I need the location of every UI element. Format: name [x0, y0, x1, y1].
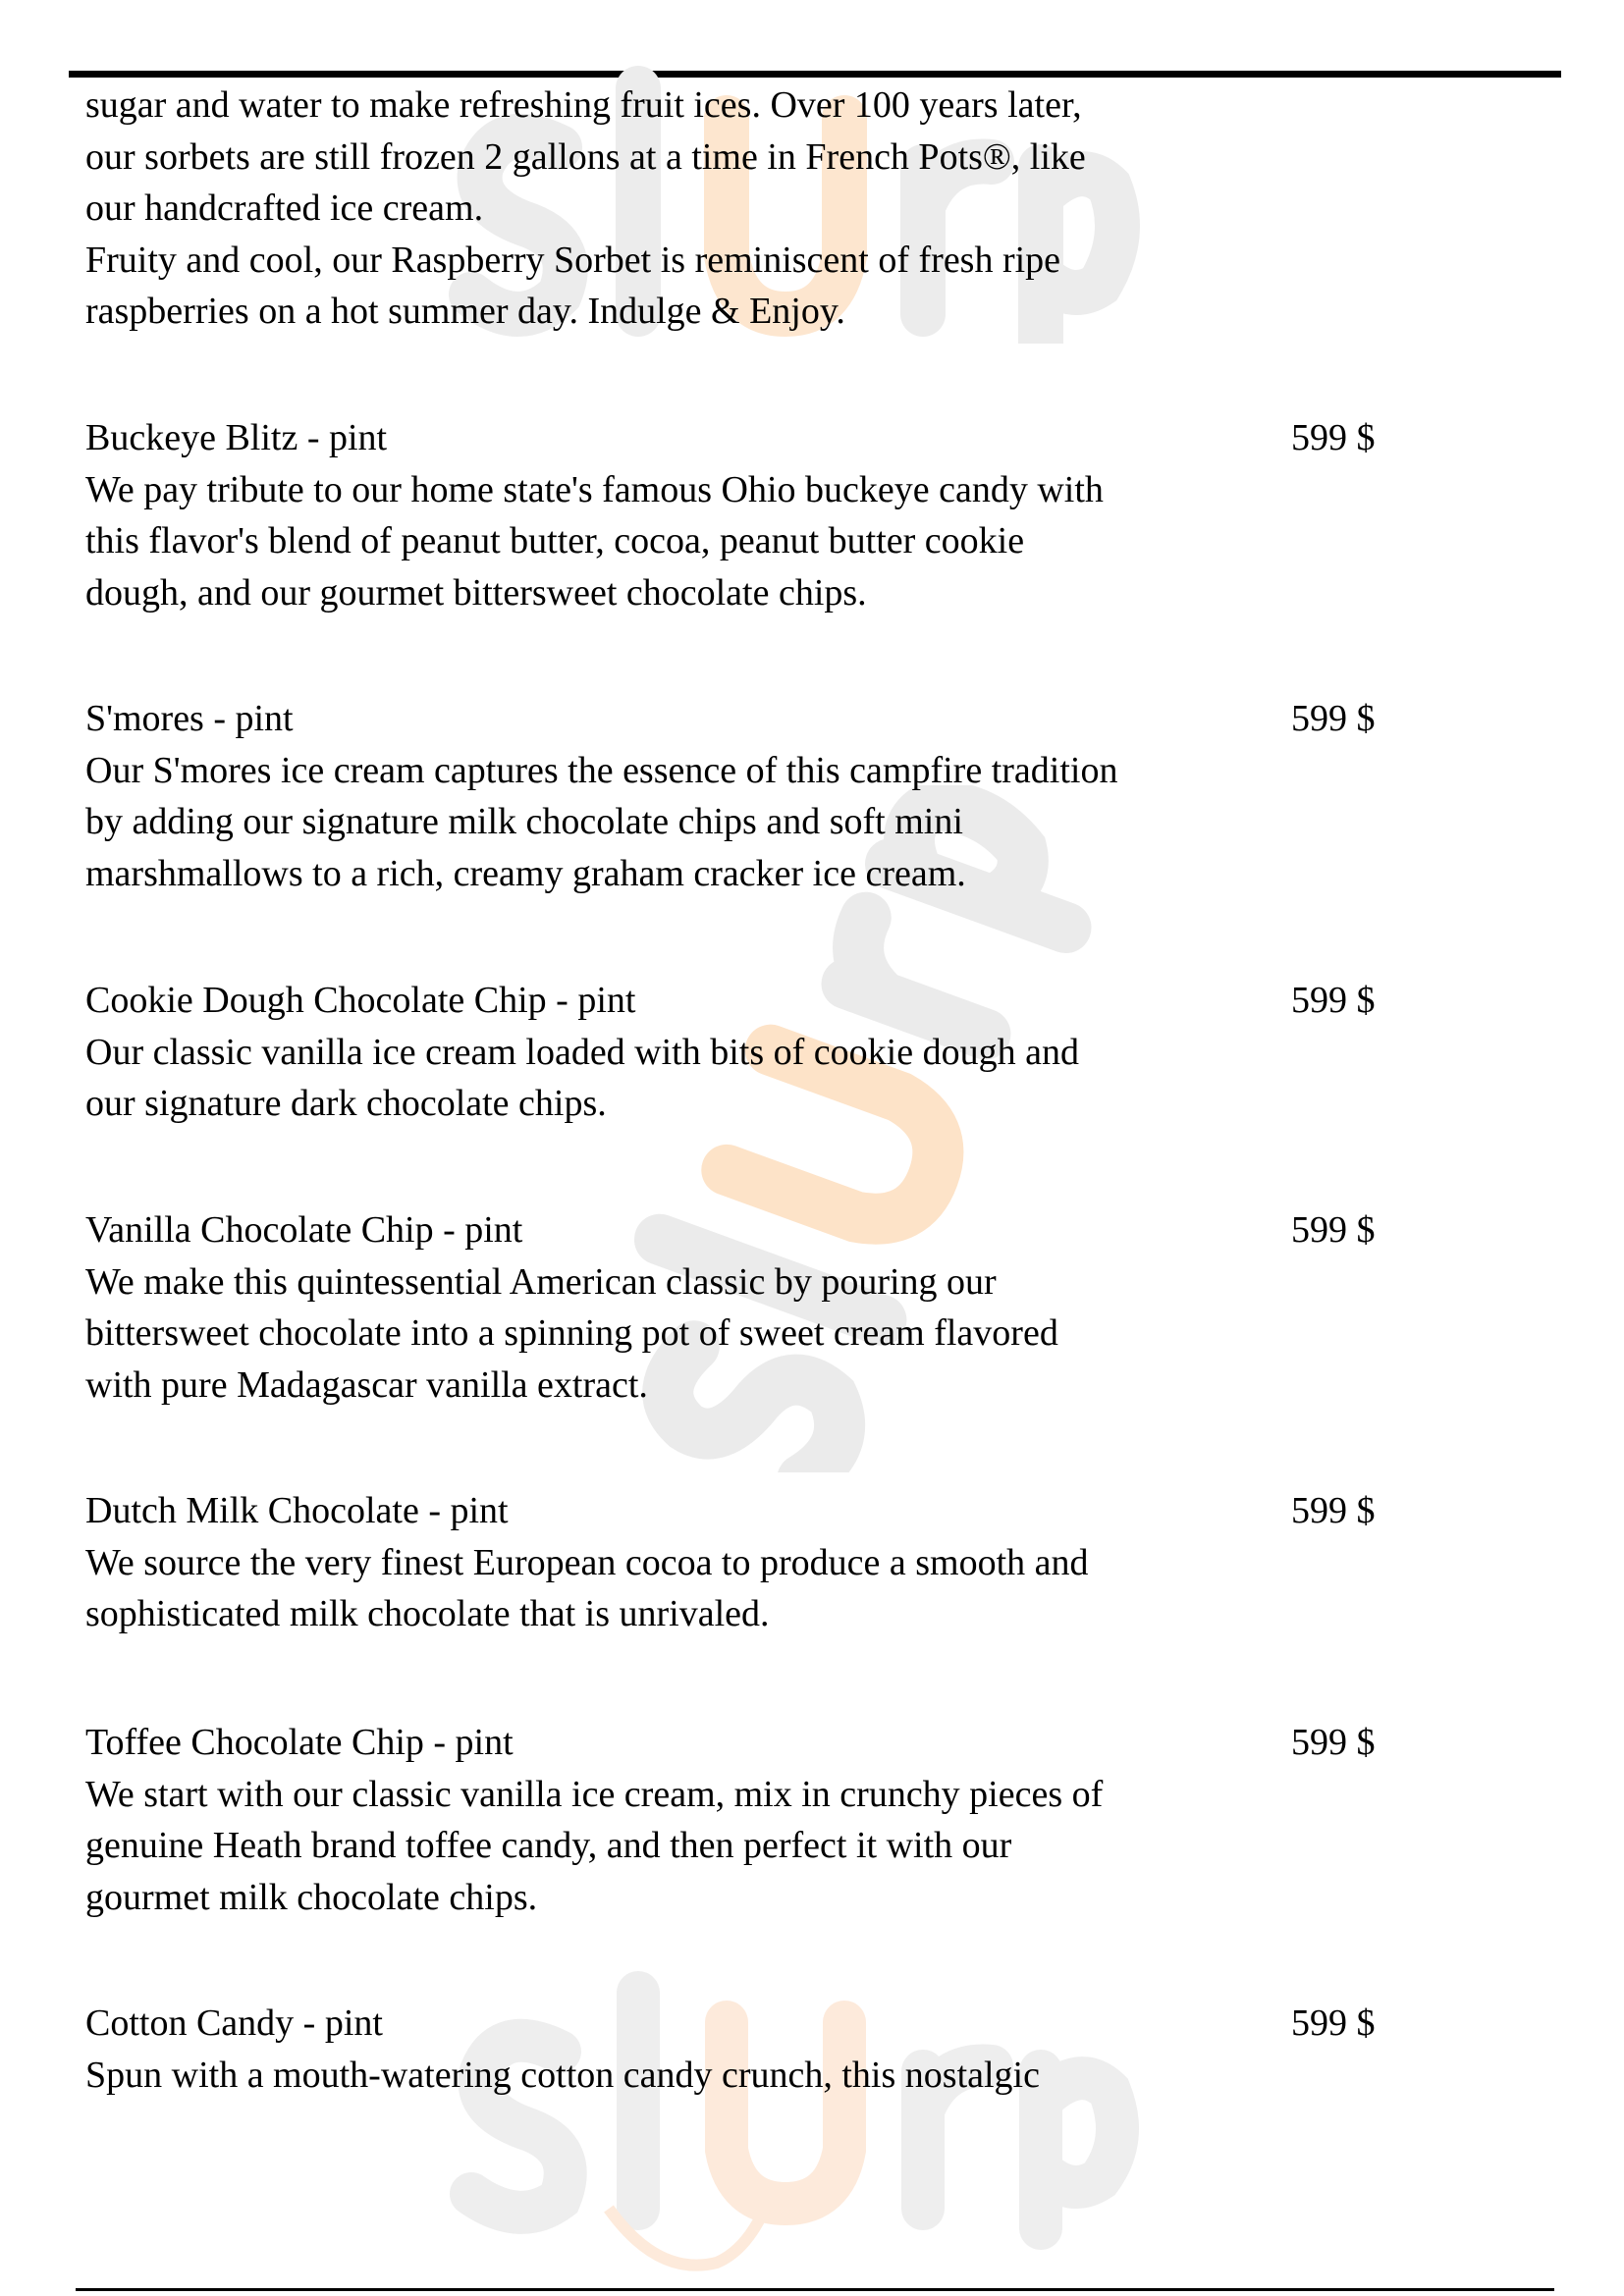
item-name: S'mores - pint [85, 698, 294, 739]
item-price: 599 $ [1291, 698, 1376, 739]
menu-item-dutch-milk-chocolate [85, 1485, 1089, 1640]
menu-item-vanilla-chocolate-chip [85, 1204, 1058, 1411]
bottom-divider [76, 2288, 1554, 2291]
item-name: Buckeye Blitz - pint [85, 417, 388, 458]
menu-item-smores [85, 693, 1117, 899]
item-price: 599 $ [1291, 1490, 1376, 1531]
item-name: Cotton Candy - pint [85, 2002, 383, 2044]
description-line: Our classic vanilla ice cream loaded with bits of cookie dough and [85, 1031, 1079, 1073]
menu-item-toffee-chocolate-chip [85, 1717, 1103, 1923]
menu-item-buckeye-blitz [85, 412, 1104, 618]
description-line: sugar and water to make refreshing fruit ices. Over 100 years later, [85, 84, 1082, 126]
menu-item-cookie-dough-chocolate-chip [85, 975, 1079, 1130]
top-divider [69, 71, 1561, 78]
intro-description [85, 80, 1086, 338]
description-line: this flavor's blend of peanut butter, cocoa, peanut butter cookie [85, 520, 1025, 561]
item-name: Vanilla Chocolate Chip - pint [85, 1209, 523, 1251]
description-line: by adding our signature milk chocolate chips and soft mini [85, 801, 963, 842]
description-line: our sorbets are still frozen 2 gallons at a time in French Pots®, like [85, 135, 1086, 178]
description-line: our signature dark chocolate chips. [85, 1083, 607, 1124]
description-line: We source the very finest European cocoa to produce a smooth and [85, 1541, 1089, 1583]
description-line: We make this quintessential American classic by pouring our [85, 1260, 997, 1303]
item-name: Toffee Chocolate Chip - pint [85, 1722, 514, 1763]
item-price: 599 $ [1291, 2002, 1376, 2044]
description-line: We start with our classic vanilla ice cream, mix in crunchy pieces of [85, 1773, 1104, 1815]
item-price: 599 $ [1291, 417, 1376, 458]
description-line: raspberries on a hot summer day. Indulge & Enjoy. [85, 291, 845, 332]
item-name: Dutch Milk Chocolate - pint [85, 1490, 509, 1531]
item-name: Cookie Dough Chocolate Chip - pint [85, 980, 636, 1021]
description-line: dough, and our gourmet bittersweet chocolate chips. [85, 571, 867, 614]
menu-item-cotton-candy [85, 1998, 1040, 2101]
description-line: genuine Heath brand toffee candy, and then perfect it with our [85, 1825, 1012, 1866]
description-line: Our S'mores ice cream captures the essence of this campfire tradition [85, 749, 1118, 791]
description-line: bittersweet chocolate into a spinning pot of sweet cream flavored [85, 1312, 1058, 1354]
item-price: 599 $ [1291, 1209, 1376, 1251]
description-line: our handcrafted ice cream. [85, 187, 484, 229]
item-price: 599 $ [1291, 980, 1376, 1021]
description-line: Spun with a mouth-watering cotton candy crunch, this nostalgic [85, 2054, 1040, 2096]
description-line: We pay tribute to our home state's famous Ohio buckeye candy with [85, 468, 1104, 510]
description-line: sophisticated milk chocolate that is unrivaled. [85, 1593, 770, 1634]
item-price: 599 $ [1291, 1722, 1376, 1763]
description-line: Fruity and cool, our Raspberry Sorbet is reminiscent of fresh ripe [85, 239, 1061, 281]
description-line: gourmet milk chocolate chips. [85, 1876, 538, 1918]
description-line: marshmallows to a rich, creamy graham cracker ice cream. [85, 852, 966, 894]
description-line: with pure Madagascar vanilla extract. [85, 1363, 648, 1406]
